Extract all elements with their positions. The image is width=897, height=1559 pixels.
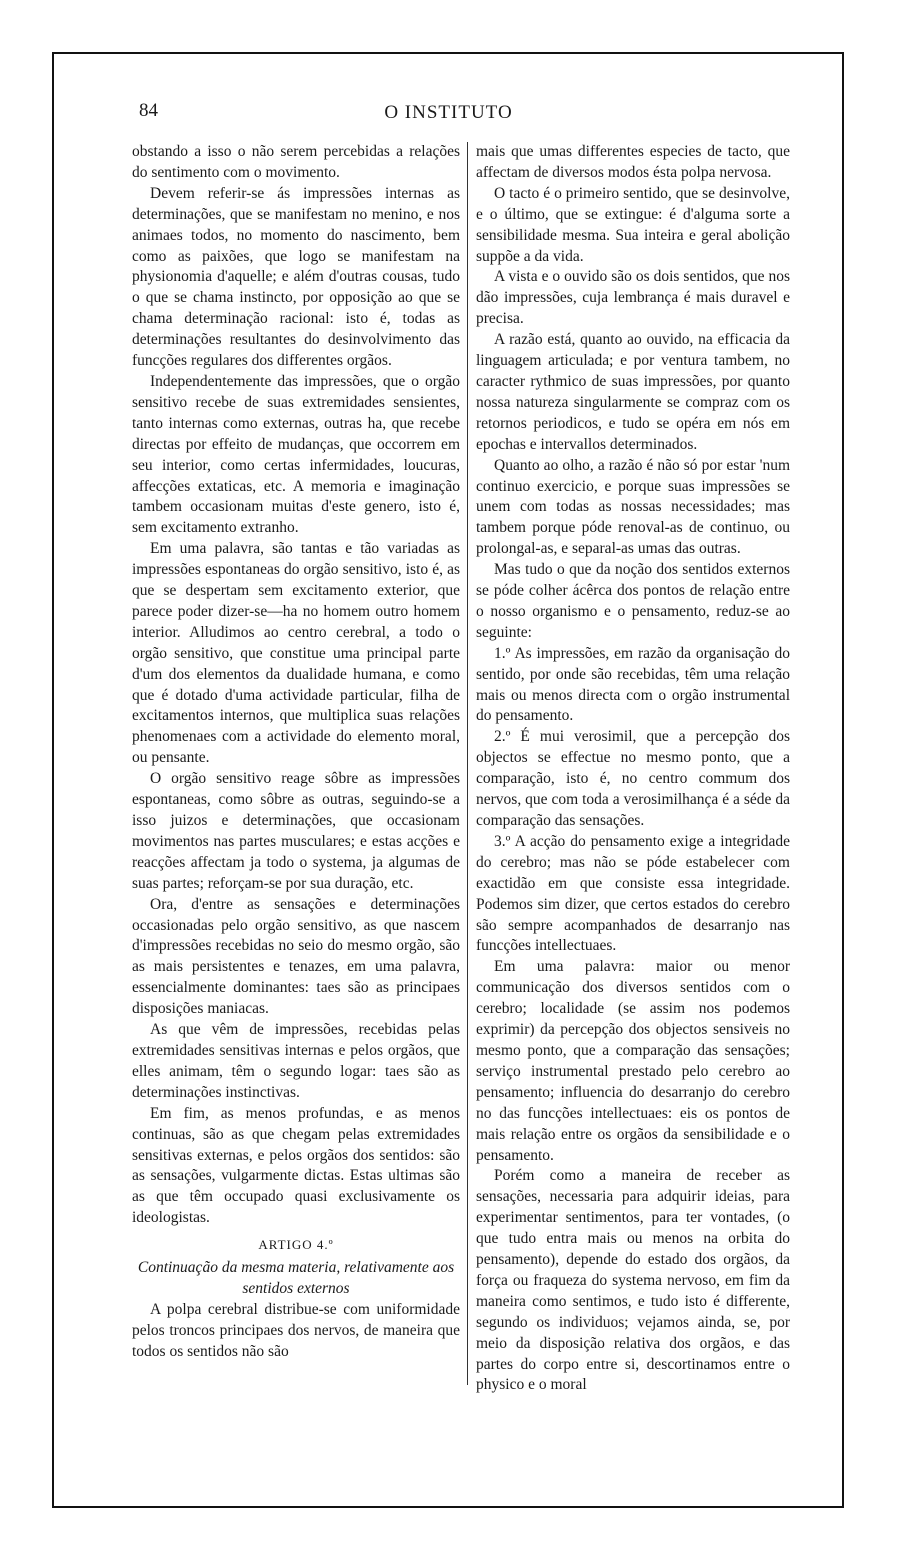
paragraph: Em fim, as menos profundas, e as menos continuas, são as que chegam pelas extremidades sensitivas externas, e pelos orgãos dos sentidos: são as sensações, vulgarmente dictas. Estas ultimas são as que têm occupado quasi exclusivamente os ideologistas. — [132, 1104, 460, 1227]
paragraph: Mas tudo o que da noção dos sentidos externos se póde colher ácêrca dos pontos de relação entre o nosso organismo e o pensamento, reduz-se ao seguinte: — [476, 561, 790, 641]
running-head: O INSTITUTO — [384, 102, 513, 123]
paragraph: obstando a isso o não serem percebidas a relações do sentimento com o movimento. — [132, 143, 460, 181]
paragraph: Em uma palavra: maior ou menor communicação dos diversos sentidos com o cerebro; localidade (se assim nos podemos exprimir) da percepção dos objectos sensiveis no mesmo ponto, que a comparação das sensações; serviço instrumental prestado pelo cerebro ao pensamento; influencia do desarranjo do cerebro no das funcções intellectuaes: eis os pontos de mais relação entre os orgãos da sensibilidade e o pensamento. — [476, 958, 790, 1164]
paragraph: 2.º É mui verosimil, que a percepção dos objectos se effectue no mesmo ponto, que a comparação, isto é, no centro commum dos nervos, que com toda a verosimilhança é a séde da comparação das sensações. — [476, 728, 790, 829]
left-column — [132, 142, 460, 1363]
paragraph: mais que umas differentes especies de tacto, que affectam de diversos modos ésta polpa nervosa. — [476, 143, 790, 181]
paragraph: A razão está, quanto ao ouvido, na efficacia da linguagem articulada; e por ventura tambem, no caracter rythmico de suas impressões, por quanto nossa natureza singularmente se compraz com os retornos periodicos, e tudo se opéra em nós em epochas e intervallos determinados. — [476, 331, 790, 453]
paragraph: Em uma palavra, são tantas e tão variadas as impressões espontaneas do orgão sensitivo, isto é, as que se despertam sem excitamento exterior, que parece poder dizer-se—ha no homem outro homem interior. Alludimos ao centro cerebral, a todo o orgão sensitivo, que constitue uma principal parte d'um dos elementos da dualidade humana, e como que é dotado d'uma actividade particular, filha de excitamentos internos, que multiplica suas relações phenomenaes com a actividade do elemento moral, ou pensante. — [132, 540, 460, 767]
paragraph: A vista e o ouvido são os dois sentidos, que nos dão impressões, cuja lembrança é mais duravel e precisa. — [476, 268, 790, 328]
paragraph: Porém como a maneira de receber as sensações, necessaria para adquirir ideias, para experimentar sentimentos, para ter vontades, (o que tudo entra mais ou menos na orbita do pensamento), depende do estado dos orgãos, da força ou fraqueza do systema nervoso, em fim da maneira como sentimos, e tudo isto é differente, segundo os individuos; vejamos ainda, se, por meio da disposição relativa dos orgãos, e das partes do corpo entre si, descortinamos entre o physico e o moral — [476, 1167, 790, 1394]
article-heading: ARTIGO 4.º — [258, 1237, 334, 1253]
page-number: 84 — [139, 100, 158, 121]
paragraph: A polpa cerebral distribue-se com uniformidade pelos troncos principaes dos nervos, de maneira que todos os sentidos não são — [132, 1300, 460, 1360]
paragraph: Independentemente das impressões, que o orgão sensitivo recebe de suas extremidades sensientes, tanto internas como externas, outras ha, que recebe directas por effeito de mudanças, que occorrem em seu interior, como certas infermidades, loucuras, affecções extaticas, etc. A memoria e imaginação tambem occasionam muitas d'este genero, isto é, sem excitamento extranho. — [132, 372, 460, 537]
paragraph: O orgão sensitivo reage sôbre as impressões espontaneas, como sôbre as outras, seguindo-se a isso juizos e determinações, que occasionam movimentos nas partes musculares; e estas acções e reacções affectam ja todo o systema, ja algumas de suas partes; reforçam-se por sua duração, etc. — [132, 770, 460, 892]
column-divider — [467, 142, 468, 1385]
paragraph: Quanto ao olho, a razão é não só por estar 'num continuo exercicio, e porque suas impressões se unem com todas as nossas necessidades; mas tambem porque póde renoval-as de continuo, ou prolongal-as, e separal-as umas das outras. — [476, 456, 790, 558]
paragraph: As que vêm de impressões, recebidas pelas extremidades sensitivas internas e pelos orgãos, que elles animam, têm o segundo logar: taes são as determinações instinctivas. — [132, 1021, 460, 1101]
paragraph: O tacto é o primeiro sentido, que se desinvolve, e o último, que se extingue: é d'alguma sorte a sensibilidade mesma. Sua inteira e geral abolição suppõe a da vida. — [476, 184, 790, 265]
paragraph: Devem referir-se ás impressões internas as determinações, que se manifestam no menino, e nos animaes todos, no momento do nascimento, bem como as paixões, que logo se manifestam na physionomia d'aquelle; e além d'outras cousas, tudo o que se chama instincto, por opposição ao que se chama determinação racional: isto é, todas as determinações resultantes do desinvolvimento das funcções regulares dos differentes orgãos. — [132, 184, 460, 370]
paragraph: Ora, d'entre as sensações e determinações occasionadas pelo orgão sensitivo, as que nascem d'impressões recebidas no seio do mesmo orgão, são as mais persistentes e tenazes, em uma palavra, essencialmente dominantes: taes são as principaes disposições maniacas. — [132, 895, 460, 1018]
right-column — [476, 142, 790, 1396]
paragraph: 3.º A acção do pensamento exige a integridade do cerebro; mas não se póde estabelecer com exactidão em que consiste essa integridade. Podemos sim dizer, que certos estados do cerebro são sempre acompanhados de desarranjo nas funcções intellectuaes. — [476, 832, 790, 955]
paragraph: 1.º As impressões, em razão da organisação do sentido, por onde são recebidas, têm uma relação mais ou menos directa com o orgão instrumental do pensamento. — [476, 644, 790, 725]
article-subtitle: Continuação da mesma materia, relativamente aos sentidos externos — [137, 1259, 455, 1297]
